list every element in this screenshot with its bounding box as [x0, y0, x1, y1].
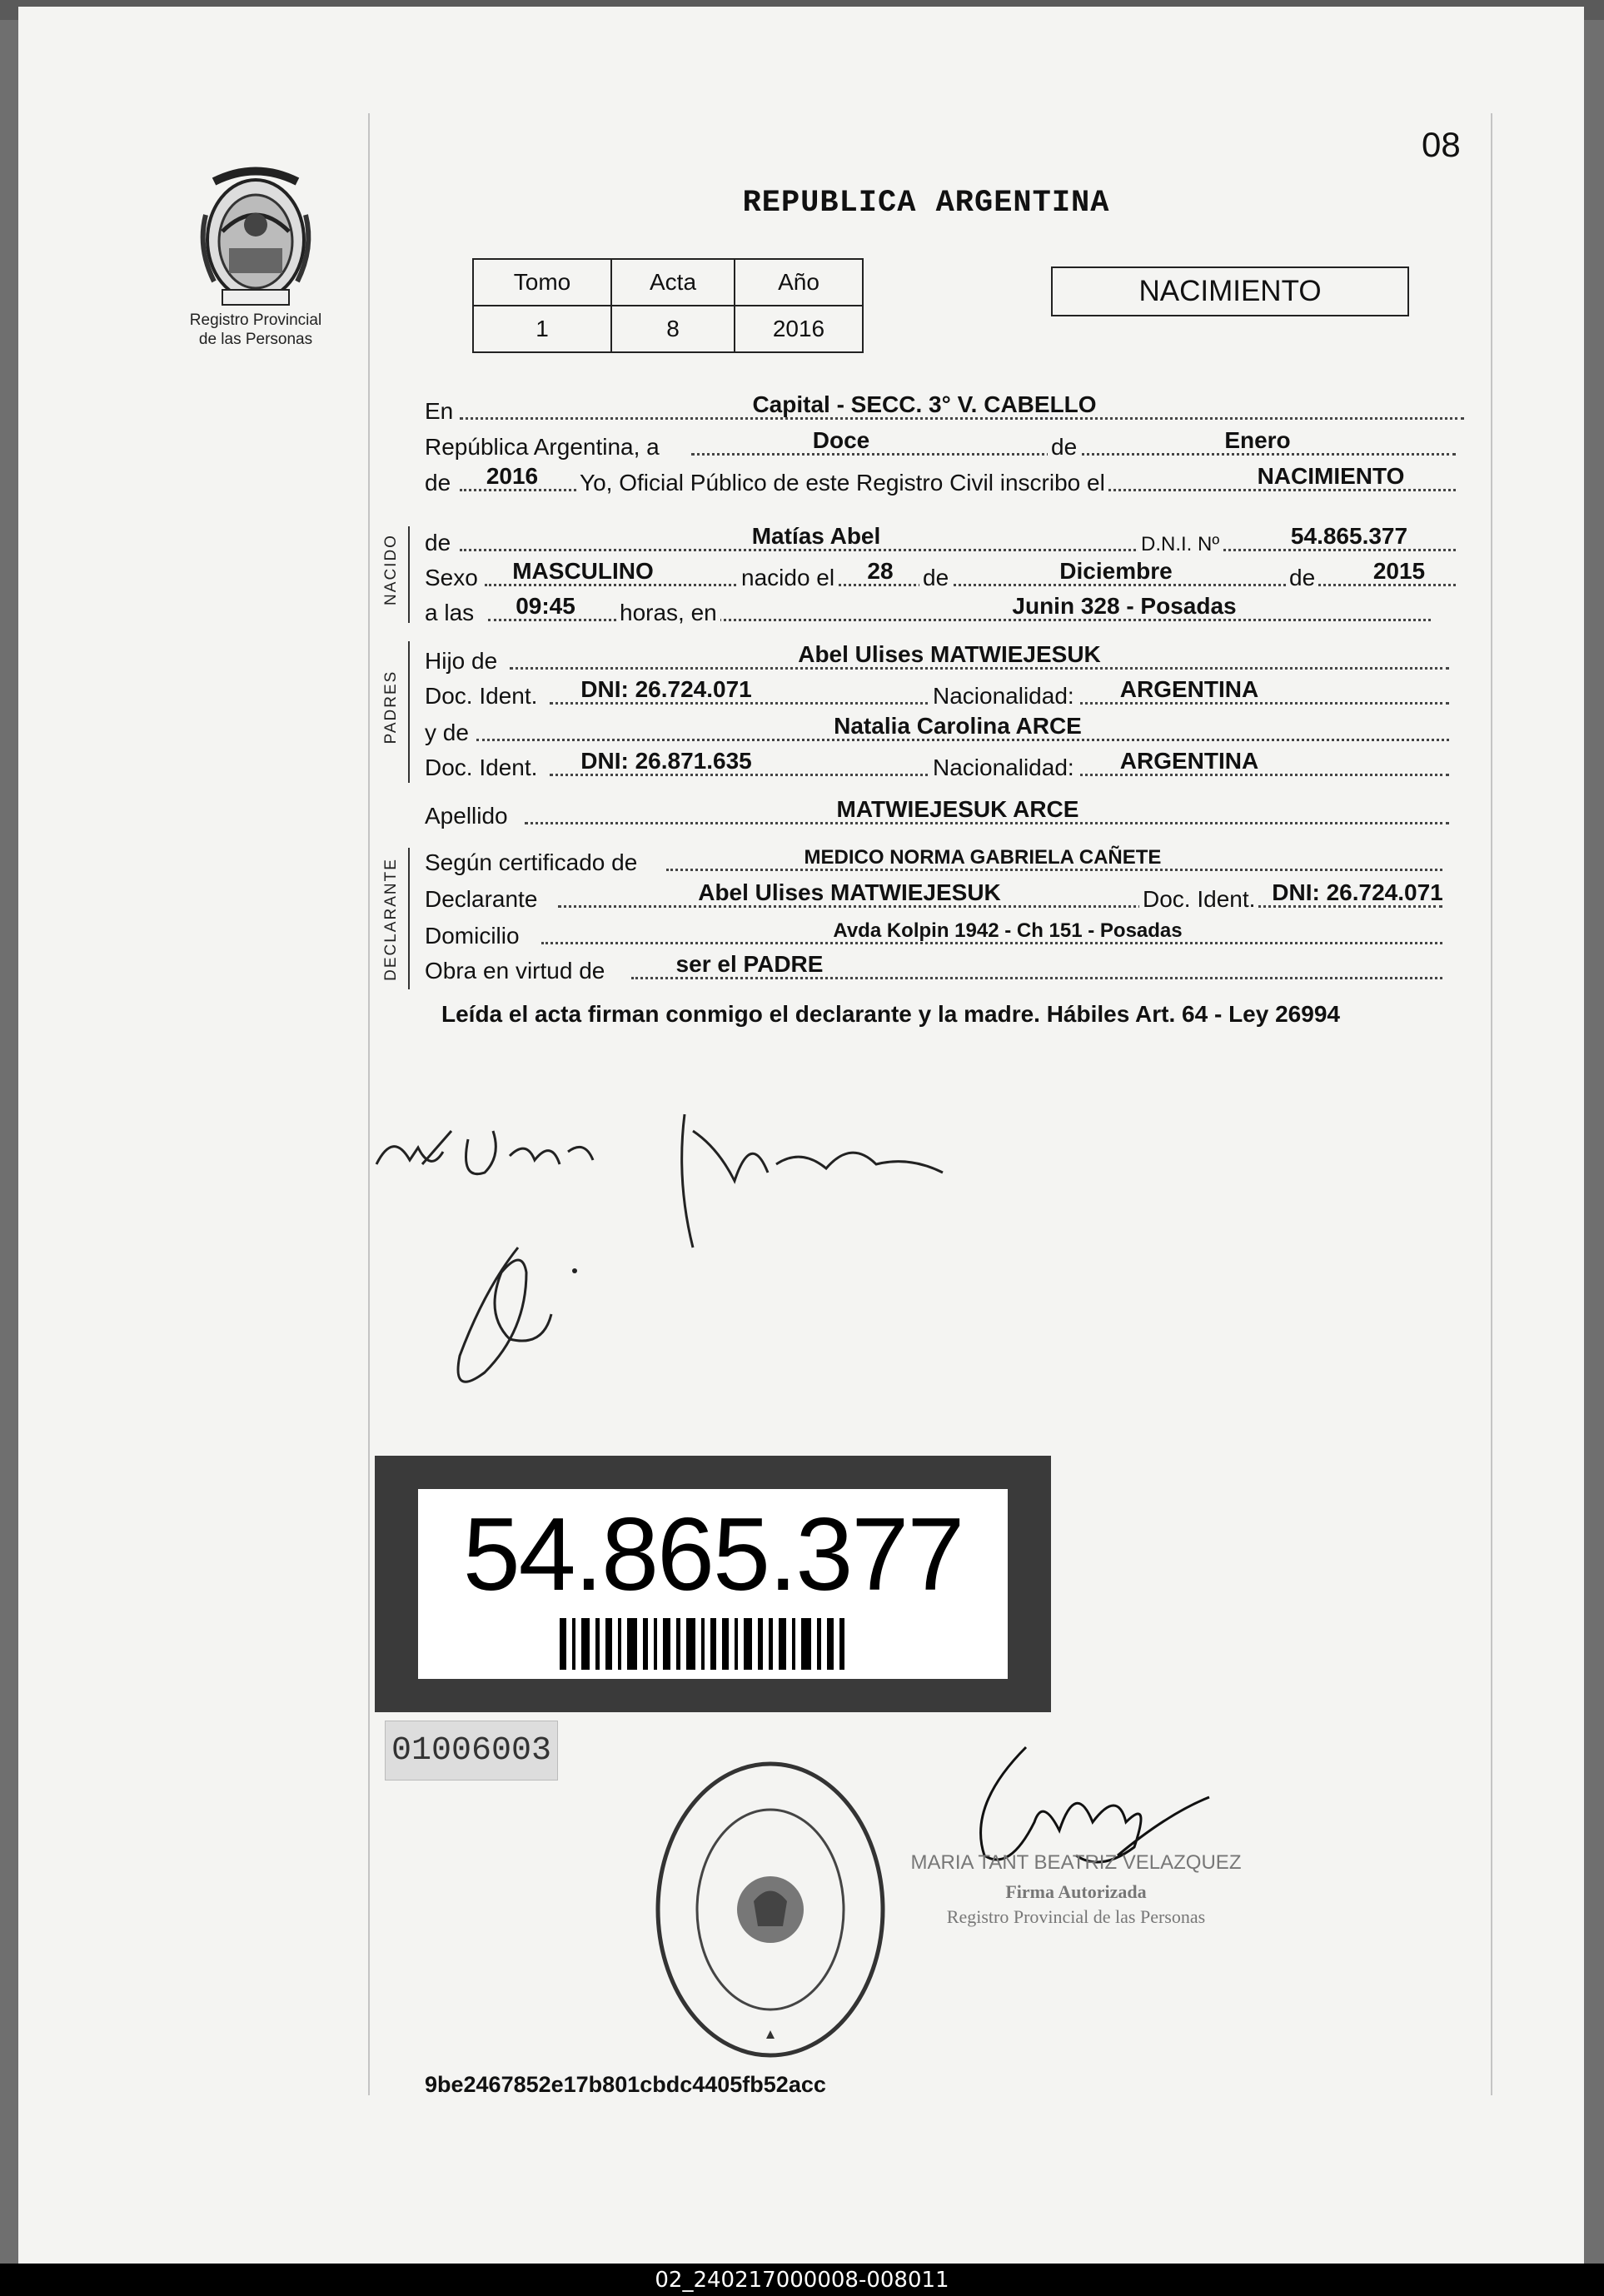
newborn-name: Matías Abel	[751, 523, 881, 549]
official-office: Registro Provincial de las Personas	[946, 1906, 1206, 1927]
barcode-icon	[560, 1618, 876, 1670]
newborn-time-row	[425, 595, 1464, 628]
inscription-year: 2016	[486, 463, 539, 489]
date-day: Doce	[812, 427, 870, 453]
document-type-box: NACIMIENTO	[1051, 266, 1409, 316]
document-hash: 9be2467852e17b801cbdc4405fb52acc	[425, 2072, 826, 2097]
inscription-text: Yo, Oficial Público de este Registro Civil inscribo el	[576, 470, 1108, 496]
inscription-de-label: de	[425, 470, 451, 496]
serial-sticker: 01006003	[385, 1721, 558, 1781]
scan-filename: 02_240217000008-008011	[655, 2267, 949, 2293]
mother-nationality: ARGENTINA	[1119, 748, 1259, 774]
registry-seal-icon	[650, 1756, 891, 2064]
acting-as-row	[425, 953, 1464, 986]
official-stamp-block	[909, 1851, 1243, 1928]
newborn-de-label: de	[425, 530, 451, 555]
father-doc: DNI: 26.724.071	[580, 676, 752, 702]
surname-value: MATWIEJESUK ARCE	[836, 796, 1079, 822]
date-label: República Argentina, a	[425, 434, 660, 460]
father-nationality: ARGENTINA	[1119, 676, 1259, 702]
son-of-label: Hijo de	[425, 648, 498, 674]
registry-value-ano: 2016	[735, 306, 863, 352]
birth-place: Junin 328 - Posadas	[1012, 593, 1237, 619]
father-doc-label: Doc. Ident.	[425, 683, 538, 709]
registry-value-acta: 8	[611, 306, 735, 352]
address-row	[425, 918, 1464, 951]
mother-doc-row	[425, 750, 1464, 783]
section-label-declarante: DECLARANTE	[382, 858, 400, 981]
sex-value: MASCULINO	[512, 558, 654, 584]
page-number: 08	[1422, 125, 1461, 164]
logo-caption-line2: de las Personas	[198, 331, 313, 348]
legal-note: Leída el acta firman conmigo el declarante y la madre. Hábiles Art. 64 - Ley 26994	[441, 1001, 1340, 1027]
date-row	[425, 429, 1464, 462]
birth-certificate-page	[18, 7, 1584, 2264]
registry-table	[472, 258, 864, 353]
certificate-label: Según certificado de	[425, 849, 638, 875]
registry-header-tomo: Tomo	[473, 259, 611, 306]
certificate-row	[425, 844, 1464, 878]
mother-nationality-label: Nacionalidad:	[929, 755, 1078, 781]
certificate-value: MEDICO NORMA GABRIELA CAÑETE	[804, 846, 1162, 869]
acting-as-value: ser el PADRE	[675, 951, 824, 977]
right-margin-rule	[1491, 113, 1492, 2095]
dni-number-sticker	[375, 1456, 1051, 1712]
father-doc-row	[425, 678, 1464, 711]
surname-label: Apellido	[425, 803, 508, 829]
address-label: Domicilio	[425, 923, 520, 949]
section-label-nacido: NACIDO	[382, 534, 400, 605]
official-name: MARIA TANT BEATRIZ VELAZQUEZ	[910, 1851, 1242, 1874]
dni-sticker-number: 54.865.377	[462, 1497, 964, 1612]
born-on-label: nacido el	[738, 565, 838, 591]
declarant-name: Abel Ulises MATWIEJESUK	[698, 879, 1001, 905]
official-role: Firma Autorizada	[1005, 1881, 1147, 1902]
mother-row	[425, 715, 1464, 748]
birth-day: 28	[867, 558, 894, 584]
place-row	[425, 393, 1464, 426]
newborn-sex-row	[425, 560, 1464, 593]
surname-row	[425, 798, 1464, 831]
father-name: Abel Ulises MATWIEJESUK	[798, 641, 1101, 667]
and-of-label: y de	[425, 720, 469, 745]
section-label-padres: PADRES	[382, 670, 400, 745]
mother-name: Natalia Carolina ARCE	[834, 713, 1082, 739]
place-label: En	[425, 398, 454, 424]
father-row	[425, 643, 1464, 676]
declarant-doc: DNI: 26.724.071	[1272, 879, 1443, 905]
scan-filename-bar	[0, 2264, 1604, 2296]
mother-doc: DNI: 26.871.635	[580, 748, 752, 774]
newborn-name-row	[425, 525, 1464, 558]
birth-year: 2015	[1372, 558, 1426, 584]
place-value: Capital - SECC. 3° V. CABELLO	[752, 391, 1097, 417]
logo-caption-line1: Registro Provincial	[189, 311, 322, 329]
document-title: REPUBLICA ARGENTINA	[742, 186, 1110, 221]
declarant-doc-label: Doc. Ident.	[1139, 886, 1258, 913]
time-label: a las	[425, 600, 475, 625]
newborn-dni: 54.865.377	[1290, 523, 1408, 549]
declarant-signature-icon	[360, 1081, 993, 1414]
sex-label: Sexo	[425, 565, 478, 590]
registry-value-tomo: 1	[473, 306, 611, 352]
birth-de-label: de	[919, 565, 952, 591]
father-nationality-label: Nacionalidad:	[929, 683, 1078, 710]
inscription-row	[425, 465, 1464, 498]
birth-time: 09:45	[516, 593, 575, 619]
address-value: Avda Kolpin 1942 - Ch 151 - Posadas	[833, 919, 1183, 942]
birth-de-label-2: de	[1286, 565, 1318, 591]
declarant-label: Declarante	[425, 886, 538, 912]
mother-doc-label: Doc. Ident.	[425, 755, 538, 780]
date-de-label: de	[1048, 434, 1080, 461]
acting-as-label: Obra en virtud de	[425, 958, 605, 984]
inscription-event: NACIMIENTO	[1257, 463, 1405, 489]
hours-in-label: horas, en	[616, 600, 720, 626]
birth-month: Diciembre	[1059, 558, 1173, 584]
declarant-row	[425, 881, 1464, 914]
registry-header-acta: Acta	[611, 259, 735, 306]
date-month: Enero	[1224, 427, 1291, 453]
newborn-dni-label: D.N.I. Nº	[1138, 533, 1223, 556]
registry-header-ano: Año	[735, 259, 863, 306]
